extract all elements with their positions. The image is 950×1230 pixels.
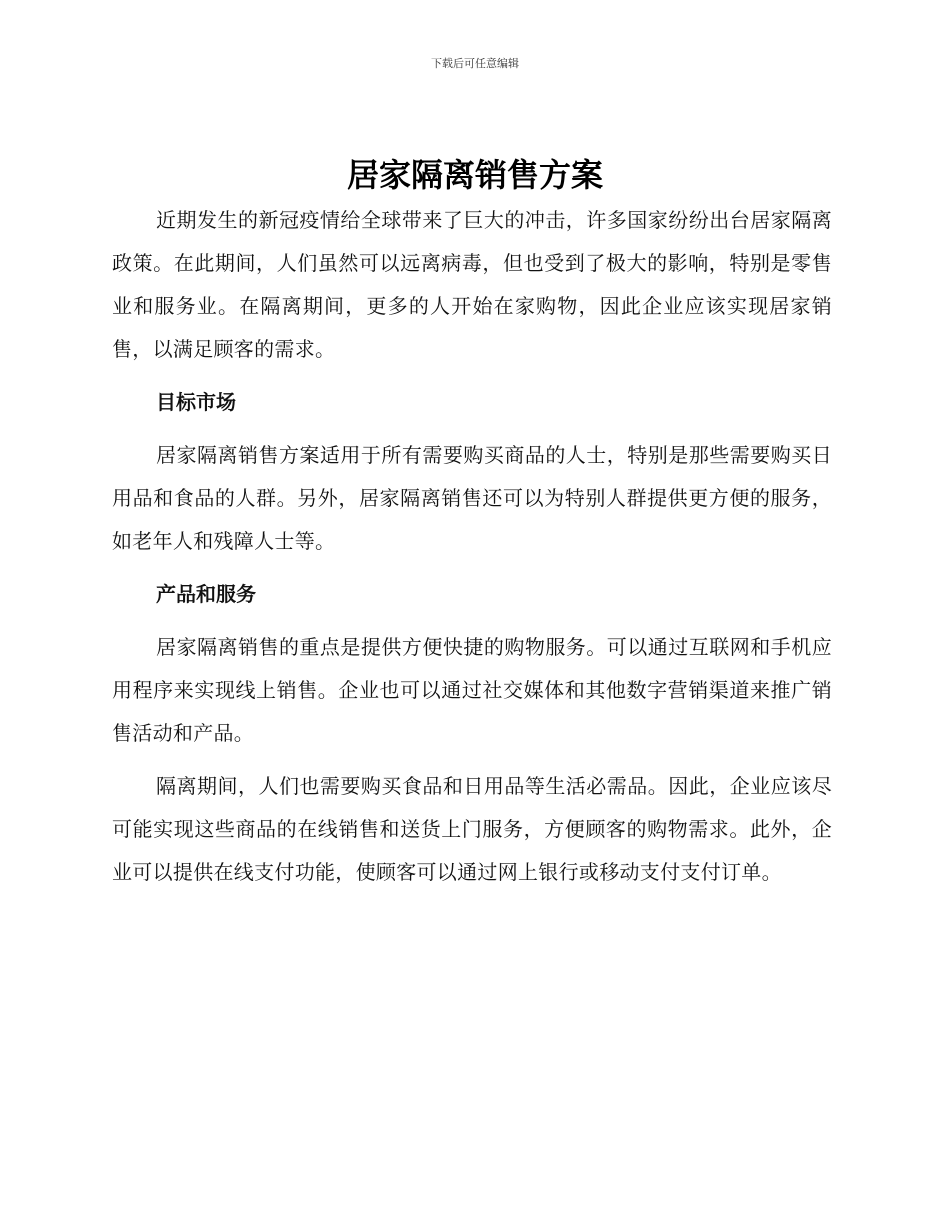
document-title: 居家隔离销售方案 xyxy=(346,156,603,194)
document-body xyxy=(112,199,832,904)
products-services-paragraph-2: 隔离期间，人们也需要购买食品和日用品等生活必需品。因此，企业应该尽可能实现这些商品的在线销售和送货上门服务，方便顾客的购物需求。此外，企业可以提供在线支付功能，使顾客可以通过网上银行或移动支付支付订单。 xyxy=(112,774,832,884)
products-services-paragraph-1: 居家隔离销售的重点是提供方便快捷的购物服务。可以通过互联网和手机应用程序来实现线上销售。企业也可以通过社交媒体和其他数字营销渠道来推广销售活动和产品。 xyxy=(112,635,832,745)
section-heading-target-market: 目标市场 xyxy=(156,390,236,414)
section-heading-products-services: 产品和服务 xyxy=(156,582,256,606)
target-market-paragraph: 居家隔离销售方案适用于所有需要购买商品的人士，特别是那些需要购买日用品和食品的人群。另外，居家隔离销售还可以为特别人群提供更方便的服务，如老年人和残障人士等。 xyxy=(112,443,832,553)
header-note: 下载后可任意编辑 xyxy=(431,57,519,70)
intro-paragraph: 近期发生的新冠疫情给全球带来了巨大的冲击，许多国家纷纷出台居家隔离政策。在此期间，人们虽然可以远离病毒，但也受到了极大的影响，特别是零售业和服务业。在隔离期间，更多的人开始在家购物，因此企业应该实现居家销售，以满足顾客的需求。 xyxy=(112,208,832,361)
